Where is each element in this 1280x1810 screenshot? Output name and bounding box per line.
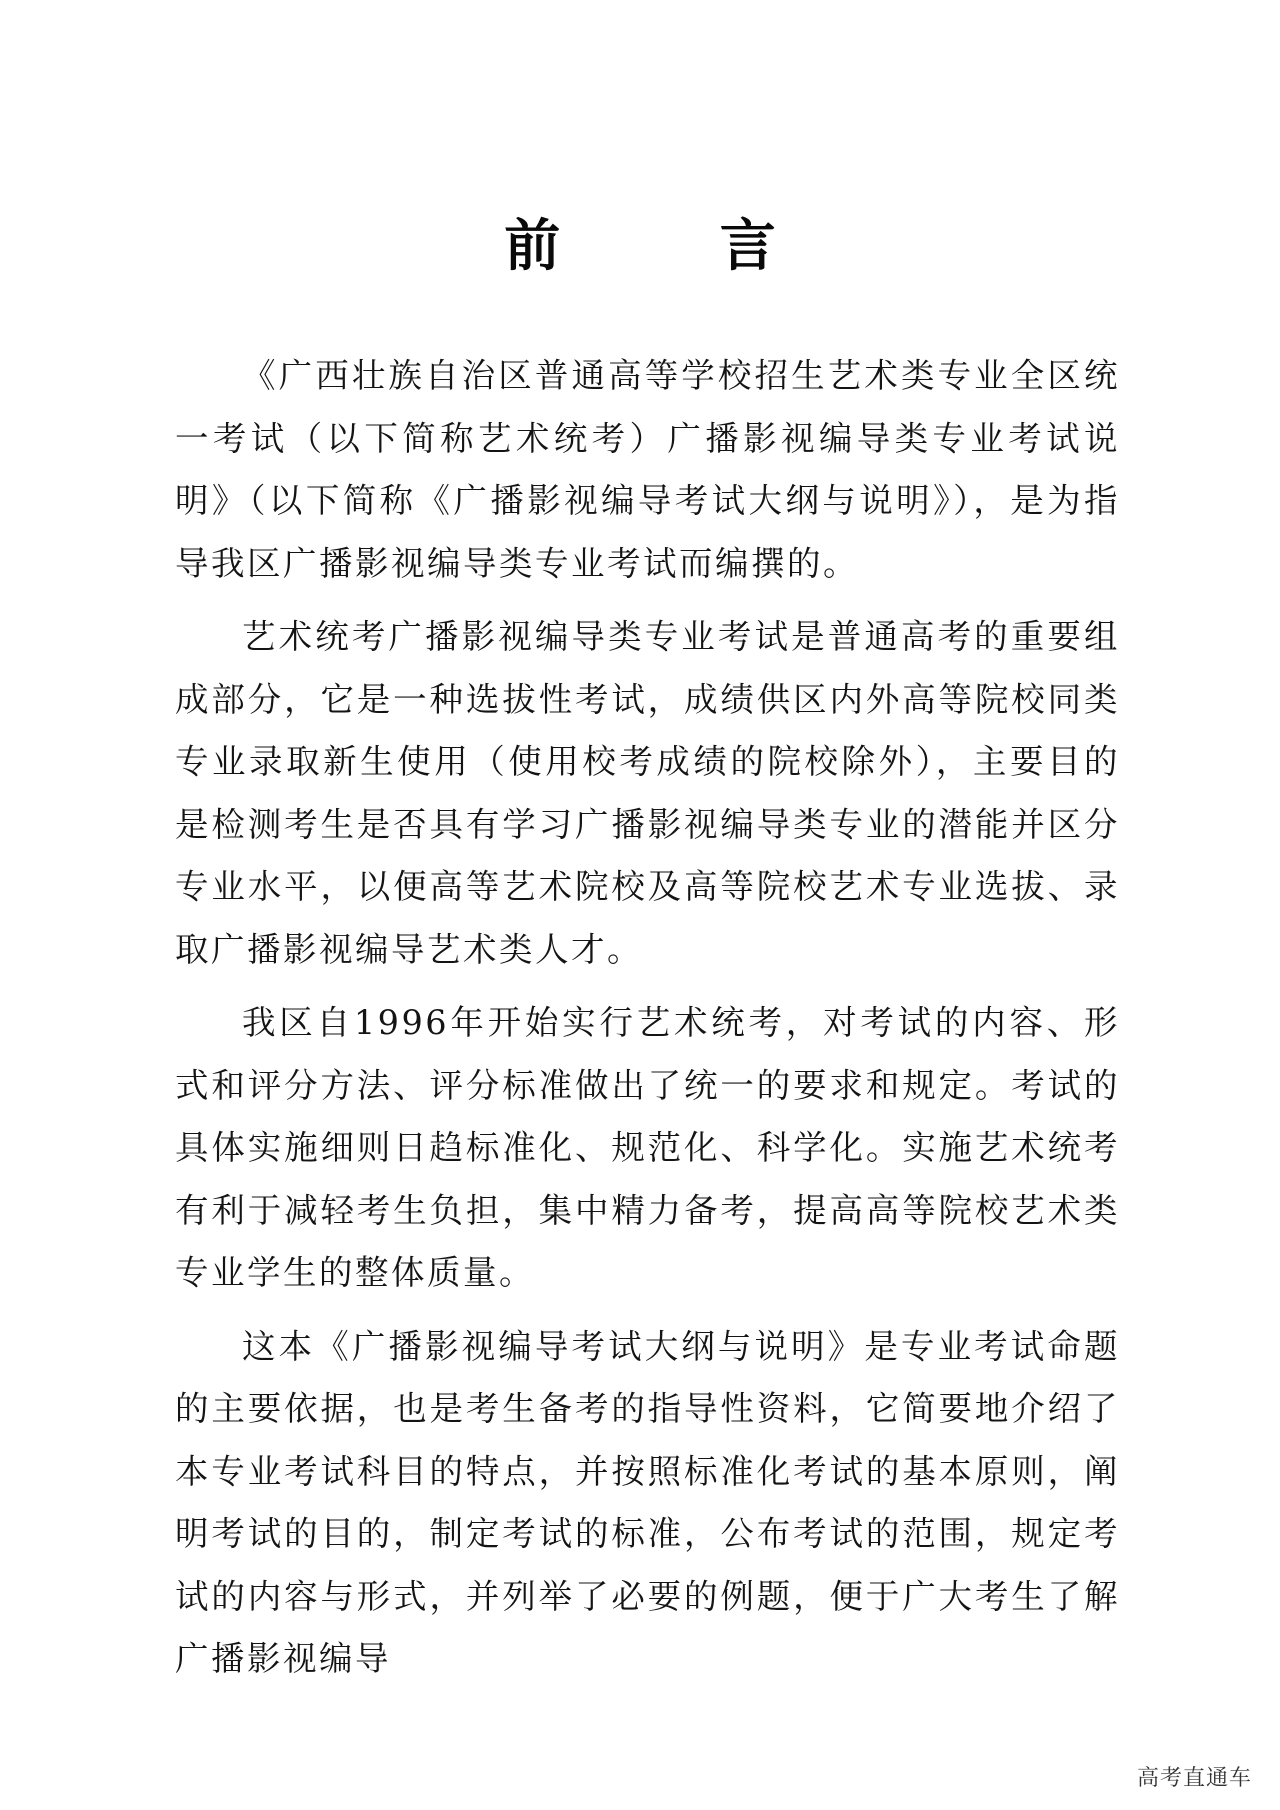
paragraph-1: 《广西壮族自治区普通高等学校招生艺术类专业全区统一考试（以下简称艺术统考）广播影视编导类专业考试说明》（以下简称《广播影视编导考试大纲与说明》），是为指导我区广播影视编导类专业考试而编撰的。: [175, 356, 1120, 583]
watermark-text: 高考直通车: [1136, 1766, 1252, 1791]
paragraph-2: 艺术统考广播影视编导类专业考试是普通高考的重要组成部分，它是一种选拔性考试，成绩供区内外高等院校同类专业录取新生使用（使用校考成绩的院校除外），主要目的是检测考生是否具有学习广播影视编导类专业的潜能并区分专业水平，以便高等艺术院校及高等院校艺术专业选拔、录取广播影视编导艺术类人才。: [175, 617, 1120, 969]
page-title: 前 言: [504, 213, 846, 279]
paragraph-4: 这本《广播影视编导考试大纲与说明》是专业考试命题的主要依据，也是考生备考的指导性资料，它简要地介绍了本专业考试科目的特点，并按照标准化考试的基本原则，阐明考试的目的，制定考试的标准，公布考试的范围，规定考试的内容与形式，并列举了必要的例题，便于广大考生了解广播影视编导: [175, 1326, 1120, 1678]
body-text: [175, 345, 1120, 1702]
paragraph-3: 我区自1996年开始实行艺术统考，对考试的内容、形式和评分方法、评分标准做出了统一的要求和规定。考试的具体实施细则日趋标准化、规范化、科学化。实施艺术统考有利于减轻考生负担，集中精力备考，提高高等院校艺术类专业学生的整体质量。: [175, 1003, 1120, 1292]
